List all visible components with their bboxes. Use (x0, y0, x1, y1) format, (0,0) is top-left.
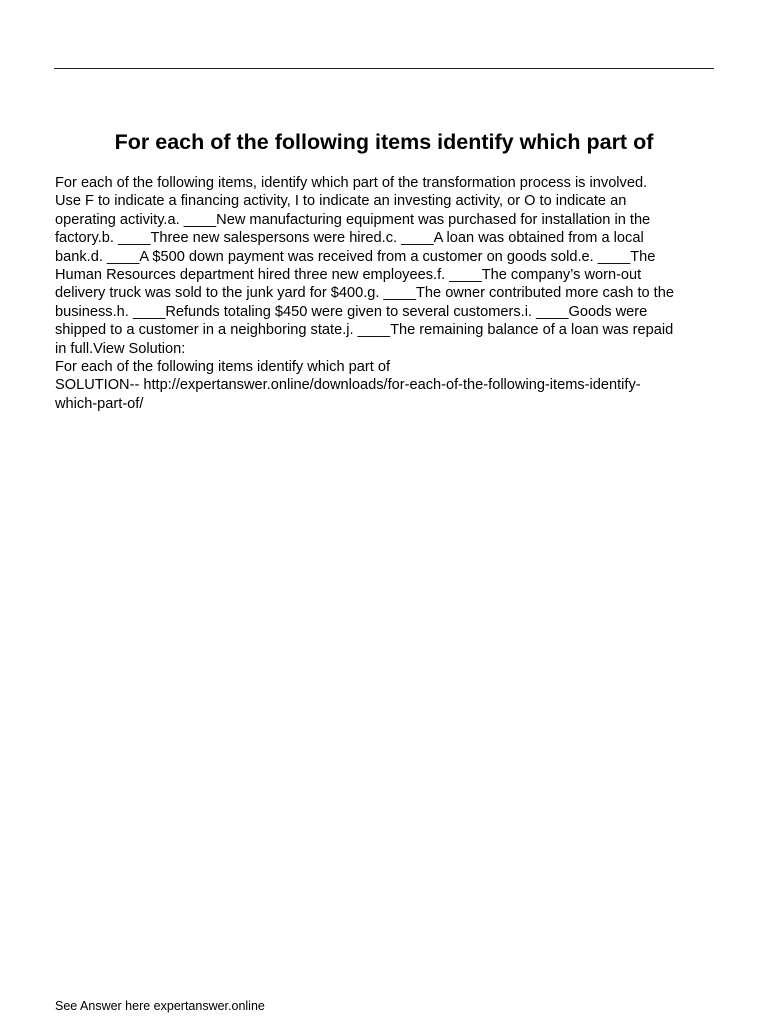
body-line: delivery truck was sold to the junk yard for $400.g. ____The owner contributed more cash to the (55, 285, 674, 302)
body-line: Use F to indicate a financing activity, I to indicate an investing activity, or O to indicate an (55, 193, 627, 210)
body-line: in full.View Solution: (55, 340, 186, 357)
body-line: business.h. ____Refunds totaling $450 were given to several customers.i. ____Goods were (55, 303, 648, 320)
question-paragraph (55, 174, 715, 358)
body-line: bank.d. ____A $500 down payment was received from a customer on goods sold.e. ____The (55, 248, 656, 265)
body-line: operating activity.a. ____New manufacturing equipment was purchased for installation in the (55, 211, 651, 228)
body-line: factory.b. ____Three new salespersons were hired.c. ____A loan was obtained from a local (55, 230, 644, 247)
footer-note: See Answer here expertanswer.online (55, 999, 265, 1013)
body-line: Human Resources department hired three new employees.f. ____The company’s worn-out (55, 267, 642, 284)
body-line: shipped to a customer in a neighboring state.j. ____The remaining balance of a loan was repaid (55, 322, 674, 339)
solution-heading: For each of the following items identify which part of (55, 359, 391, 376)
solution-link-line[interactable]: SOLUTION-- http://expertanswer.online/downloads/for-each-of-the-following-items-identify- (55, 377, 641, 394)
document-title: For each of the following items identify which part of (114, 130, 654, 154)
header-divider (54, 68, 714, 69)
solution-link[interactable] (55, 376, 715, 413)
solution-link-line[interactable]: which-part-of/ (55, 395, 144, 412)
solution-block (55, 358, 715, 413)
document-body (55, 174, 715, 413)
body-line: For each of the following items, identify which part of the transformation process is involved. (55, 175, 648, 191)
